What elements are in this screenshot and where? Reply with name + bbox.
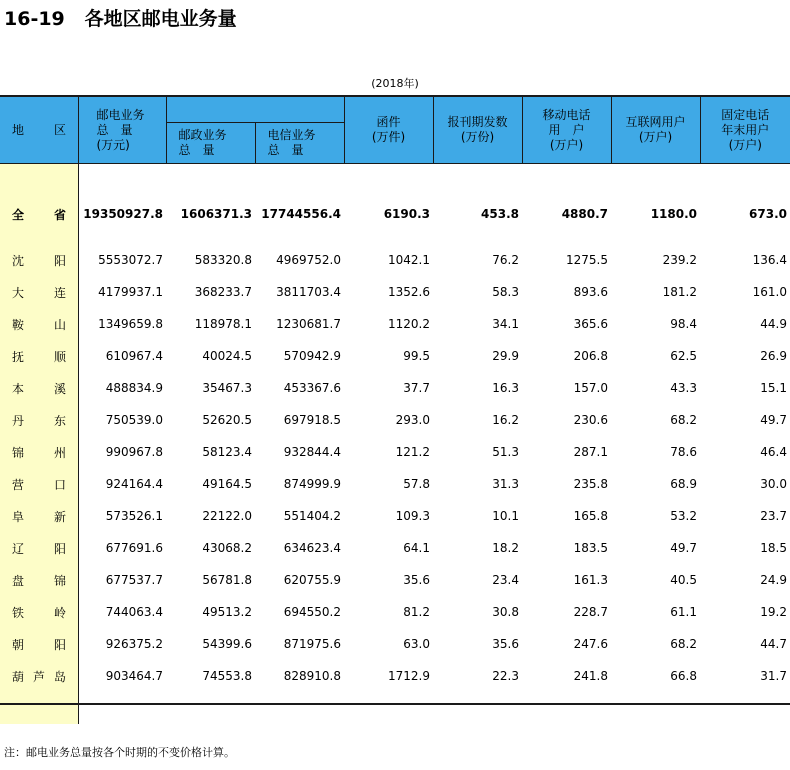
table-body	[0, 164, 790, 725]
cell-internet: 68.9	[670, 477, 697, 491]
cell-internet: 1180.0	[650, 207, 697, 221]
cell-fixed: 23.7	[760, 509, 787, 523]
cell-mobile: 247.6	[573, 637, 608, 651]
table-row	[0, 340, 790, 372]
cell-fixed: 161.0	[752, 285, 787, 299]
cell-postal: 49513.2	[202, 605, 252, 619]
table-row	[0, 276, 790, 308]
cell-news: 30.8	[492, 605, 519, 619]
cell-fixed: 673.0	[749, 207, 787, 221]
cell-total: 990967.8	[105, 445, 163, 459]
cell-news: 18.2	[492, 541, 519, 555]
cell-fixed: 46.4	[760, 445, 787, 459]
cell-letters: 35.6	[403, 573, 430, 587]
region-cell: 鞍 山	[0, 308, 78, 340]
header-total-biz: 邮电业务 总 量 (万元)	[78, 96, 166, 164]
data-table	[0, 95, 790, 724]
cell-letters: 64.1	[403, 541, 430, 555]
cell-news: 16.3	[492, 381, 519, 395]
cell-internet: 61.1	[670, 605, 697, 619]
cell-postal: 49164.5	[202, 477, 252, 491]
header-mobile: 移动电话 用 户 (万户)	[522, 96, 611, 164]
cell-letters: 109.3	[395, 509, 430, 523]
region-cell: 铁 岭	[0, 596, 78, 628]
cell-total: 744063.4	[105, 605, 163, 619]
cell-mobile: 235.8	[573, 477, 608, 491]
cell-news: 16.2	[492, 413, 519, 427]
cell-total: 488834.9	[105, 381, 163, 395]
table-bottom-border	[0, 703, 790, 705]
table-row	[0, 404, 790, 436]
region-spacer	[0, 692, 78, 724]
cell-internet: 68.2	[670, 413, 697, 427]
cell-total: 924164.4	[105, 477, 163, 491]
cell-fixed: 49.7	[760, 413, 787, 427]
year-note: (2018年)	[371, 77, 419, 90]
table-row	[0, 372, 790, 404]
region-cell: 沈 阳	[0, 244, 78, 276]
cell-mobile: 157.0	[573, 381, 608, 395]
cell-news: 76.2	[492, 253, 519, 267]
cell-total: 19350927.8	[83, 207, 163, 221]
cell-letters: 57.8	[403, 477, 430, 491]
cell-telecom: 620755.9	[283, 573, 341, 587]
cell-postal: 54399.6	[202, 637, 252, 651]
table-row	[0, 308, 790, 340]
header-spacer	[166, 96, 344, 123]
cell-total: 610967.4	[105, 349, 163, 363]
cell-letters: 63.0	[403, 637, 430, 651]
cell-internet: 78.6	[670, 445, 697, 459]
table-row	[0, 596, 790, 628]
cell-news: 51.3	[492, 445, 519, 459]
cell-telecom: 3811703.4	[276, 285, 341, 299]
header-postal-biz: 邮政业务 总 量	[166, 123, 255, 164]
cell-postal: 118978.1	[194, 317, 252, 331]
cell-mobile: 893.6	[573, 285, 608, 299]
table-row	[0, 660, 790, 692]
cell-total: 926375.2	[105, 637, 163, 651]
cell-fixed: 31.7	[760, 669, 787, 683]
header-letters: 函件 (万件)	[344, 96, 433, 164]
region-cell: 抚 顺	[0, 340, 78, 372]
cell-postal: 35467.3	[202, 381, 252, 395]
header-fixed: 固定电话 年末用户 (万户)	[700, 96, 790, 164]
cell-postal: 368233.7	[194, 285, 252, 299]
cell-letters: 6190.3	[383, 207, 430, 221]
header-newspapers: 报刊期发数 (万份)	[433, 96, 522, 164]
cell-internet: 181.2	[662, 285, 697, 299]
region-cell: 营 口	[0, 468, 78, 500]
cell-postal: 56781.8	[202, 573, 252, 587]
cell-total: 1349659.8	[98, 317, 163, 331]
region-cell: 锦 州	[0, 436, 78, 468]
header-region: 地 区	[0, 96, 78, 164]
page-title: 16-19 各地区邮电业务量	[4, 8, 237, 30]
cell-letters: 1352.6	[388, 285, 430, 299]
cell-fixed: 136.4	[752, 253, 787, 267]
cell-telecom: 4969752.0	[276, 253, 341, 267]
region-cell: 朝 阳	[0, 628, 78, 660]
cell-news: 10.1	[492, 509, 519, 523]
cell-news: 34.1	[492, 317, 519, 331]
cell-telecom: 694550.2	[283, 605, 341, 619]
cell-telecom: 17744556.4	[261, 207, 341, 221]
table-row	[0, 564, 790, 596]
footnote: 注：邮电业务总量按各个时期的不变价格计算。	[4, 746, 235, 759]
cell-telecom: 634623.4	[283, 541, 341, 555]
cell-total: 750539.0	[105, 413, 163, 427]
cell-postal: 40024.5	[202, 349, 252, 363]
table-row	[0, 184, 790, 244]
region-cell: 葫 芦 岛	[0, 660, 78, 692]
cell-mobile: 4880.7	[561, 207, 608, 221]
table-row	[0, 244, 790, 276]
table-row	[0, 500, 790, 532]
cell-telecom: 1230681.7	[276, 317, 341, 331]
cell-postal: 22122.0	[202, 509, 252, 523]
cell-postal: 52620.5	[202, 413, 252, 427]
header-telecom-biz: 电信业务 总 量	[255, 123, 344, 164]
table-row	[0, 628, 790, 660]
cell-postal: 583320.8	[194, 253, 252, 267]
region-cell: 阜 新	[0, 500, 78, 532]
cell-letters: 293.0	[395, 413, 430, 427]
cell-postal: 58123.4	[202, 445, 252, 459]
cell-mobile: 161.3	[573, 573, 608, 587]
cell-total: 903464.7	[105, 669, 163, 683]
cell-fixed: 18.5	[760, 541, 787, 555]
cell-fixed: 24.9	[760, 573, 787, 587]
cell-letters: 37.7	[403, 381, 430, 395]
cell-letters: 1042.1	[388, 253, 430, 267]
region-cell: 辽 阳	[0, 532, 78, 564]
cell-fixed: 44.9	[760, 317, 787, 331]
cell-telecom: 874999.9	[283, 477, 341, 491]
cell-postal: 43068.2	[202, 541, 252, 555]
cell-news: 22.3	[492, 669, 519, 683]
cell-letters: 121.2	[395, 445, 430, 459]
cell-internet: 49.7	[670, 541, 697, 555]
cell-telecom: 828910.8	[283, 669, 341, 683]
cell-total: 573526.1	[105, 509, 163, 523]
region-cell: 大 连	[0, 276, 78, 308]
cell-internet: 62.5	[670, 349, 697, 363]
cell-telecom: 697918.5	[283, 413, 341, 427]
cell-news: 35.6	[492, 637, 519, 651]
cell-internet: 98.4	[670, 317, 697, 331]
cell-mobile: 206.8	[573, 349, 608, 363]
table-row	[0, 532, 790, 564]
region-cell: 本 溪	[0, 372, 78, 404]
region-spacer	[0, 164, 78, 185]
cell-postal: 1606371.3	[180, 207, 252, 221]
region-cell: 盘 锦	[0, 564, 78, 596]
cell-fixed: 26.9	[760, 349, 787, 363]
cell-news: 58.3	[492, 285, 519, 299]
cell-letters: 81.2	[403, 605, 430, 619]
cell-internet: 239.2	[662, 253, 697, 267]
cell-telecom: 453367.6	[283, 381, 341, 395]
cell-total: 4179937.1	[98, 285, 163, 299]
cell-total: 5553072.7	[98, 253, 163, 267]
cell-fixed: 44.7	[760, 637, 787, 651]
cell-internet: 43.3	[670, 381, 697, 395]
table-row	[0, 468, 790, 500]
cell-mobile: 183.5	[573, 541, 608, 555]
cell-news: 29.9	[492, 349, 519, 363]
cell-total: 677691.6	[105, 541, 163, 555]
table-row	[0, 436, 790, 468]
cell-mobile: 165.8	[573, 509, 608, 523]
header-internet: 互联网用户 (万户)	[611, 96, 700, 164]
cell-postal: 74553.8	[202, 669, 252, 683]
cell-news: 453.8	[481, 207, 519, 221]
cell-letters: 1712.9	[388, 669, 430, 683]
cell-internet: 66.8	[670, 669, 697, 683]
cell-telecom: 551404.2	[283, 509, 341, 523]
cell-mobile: 1275.5	[566, 253, 608, 267]
cell-mobile: 241.8	[573, 669, 608, 683]
cell-mobile: 287.1	[573, 445, 608, 459]
cell-telecom: 932844.4	[283, 445, 341, 459]
cell-news: 31.3	[492, 477, 519, 491]
cell-news: 23.4	[492, 573, 519, 587]
cell-letters: 1120.2	[388, 317, 430, 331]
cell-fixed: 30.0	[760, 477, 787, 491]
cell-telecom: 570942.9	[283, 349, 341, 363]
region-cell: 全 省	[0, 184, 78, 244]
cell-letters: 99.5	[403, 349, 430, 363]
cell-fixed: 19.2	[760, 605, 787, 619]
cell-internet: 40.5	[670, 573, 697, 587]
region-cell: 丹 东	[0, 404, 78, 436]
cell-telecom: 871975.6	[283, 637, 341, 651]
cell-total: 677537.7	[105, 573, 163, 587]
cell-mobile: 228.7	[573, 605, 608, 619]
cell-internet: 68.2	[670, 637, 697, 651]
cell-mobile: 365.6	[573, 317, 608, 331]
cell-internet: 53.2	[670, 509, 697, 523]
cell-fixed: 15.1	[760, 381, 787, 395]
cell-mobile: 230.6	[573, 413, 608, 427]
